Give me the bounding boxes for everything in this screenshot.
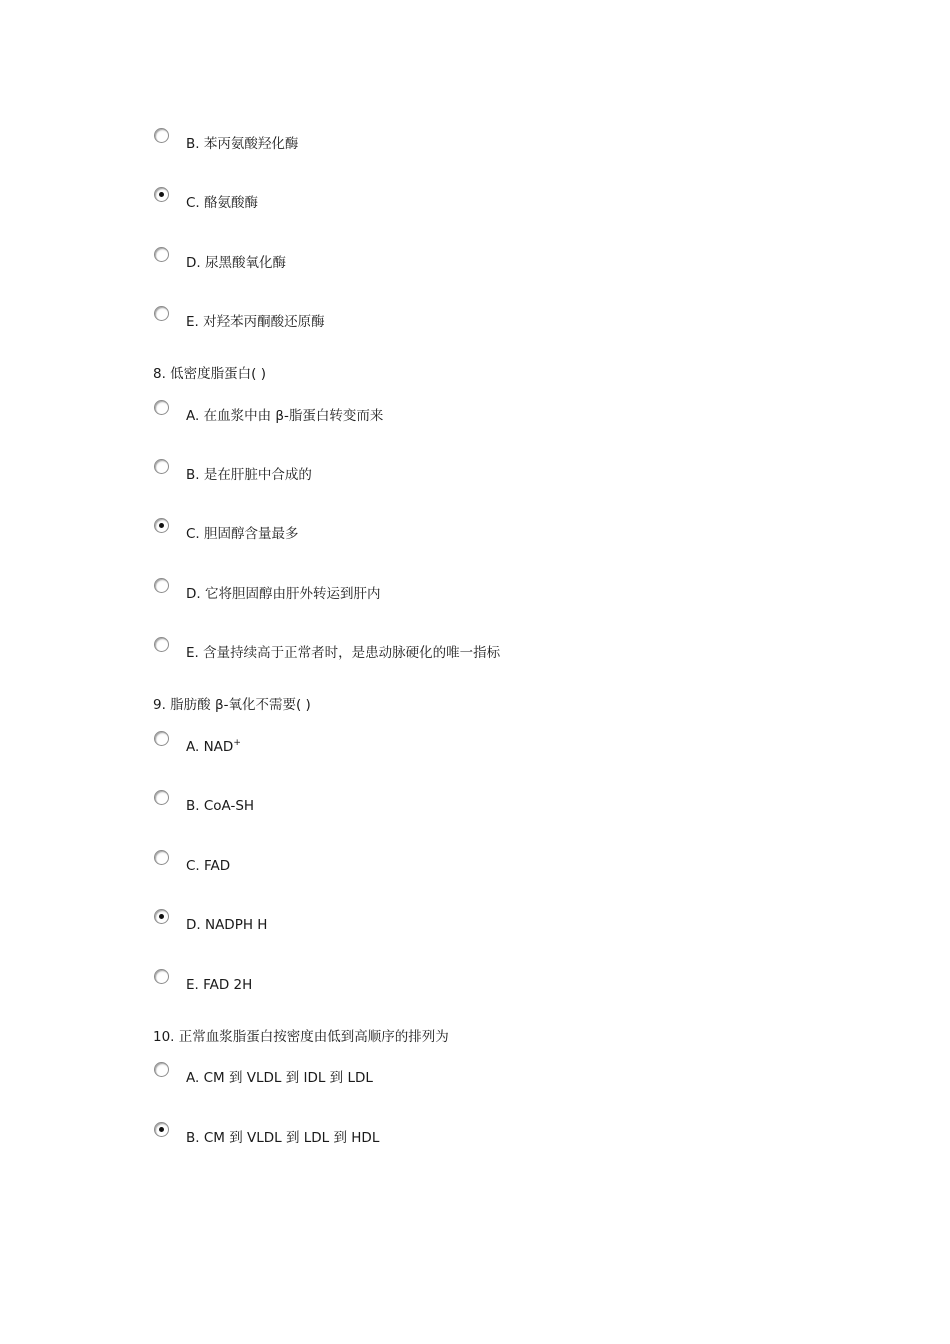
q9-option-a-label [186,738,241,756]
q8-option-c-label: C. 胆固醇含量最多 [186,526,299,542]
q7-option-e-label: E. 对羟苯丙酮酸还原酶 [186,314,325,330]
q9-option-b-label: B. CoA-SH [186,798,255,814]
q8-option-e-label: E. 含量持续高于正常者时，是患动脉硬化的唯一指标 [186,645,501,661]
q8-option-d-radio[interactable] [154,578,169,593]
q9-option-c-radio[interactable] [154,850,169,865]
q9-option-e-radio[interactable] [154,969,169,984]
q10-option-a-radio[interactable] [154,1062,169,1077]
question-9-text: 9. 脂肪酸 β-氧化不需要( ) [153,697,311,713]
question-10-text: 10. 正常血浆脂蛋白按密度由低到高顺序的排列为 [153,1029,449,1045]
q8-option-d-label: D. 它将胆固醇由肝外转运到肝内 [186,586,381,602]
q7-option-b-radio[interactable] [154,128,169,143]
q8-option-b-label: B. 是在肝脏中合成的 [186,467,312,483]
q9-option-a-radio[interactable] [154,731,169,746]
q10-option-b-label: B. CM 到 VLDL 到 LDL 到 HDL [186,1130,380,1146]
question-8-text: 8. 低密度脂蛋白( ) [153,366,266,382]
q7-option-d-label: D. 尿黑酸氧化酶 [186,255,286,271]
q9-option-c-label: C. FAD [186,858,231,874]
q7-option-b-label: B. 苯丙氨酸羟化酶 [186,136,299,152]
q9-option-e-label: E. FAD 2H [186,977,253,993]
q10-option-a-label: A. CM 到 VLDL 到 IDL 到 LDL [186,1070,373,1086]
q7-option-d-radio[interactable] [154,247,169,262]
q8-option-c-radio[interactable] [154,518,169,533]
q8-option-a-radio[interactable] [154,400,169,415]
q9-option-a-superscript: + [233,738,241,748]
q9-option-d-radio[interactable] [154,909,169,924]
q10-option-b-radio[interactable] [154,1122,169,1137]
q9-option-b-radio[interactable] [154,790,169,805]
q9-option-d-label: D. NADPH H [186,917,268,933]
q8-option-e-radio[interactable] [154,637,169,652]
q9-option-a-text: A. NAD [186,739,234,755]
q8-option-b-radio[interactable] [154,459,169,474]
q8-option-a-label: A. 在血浆中由 β-脂蛋白转变而来 [186,408,384,424]
q7-option-c-radio[interactable] [154,187,169,202]
q7-option-e-radio[interactable] [154,306,169,321]
q7-option-c-label: C. 酪氨酸酶 [186,195,259,211]
